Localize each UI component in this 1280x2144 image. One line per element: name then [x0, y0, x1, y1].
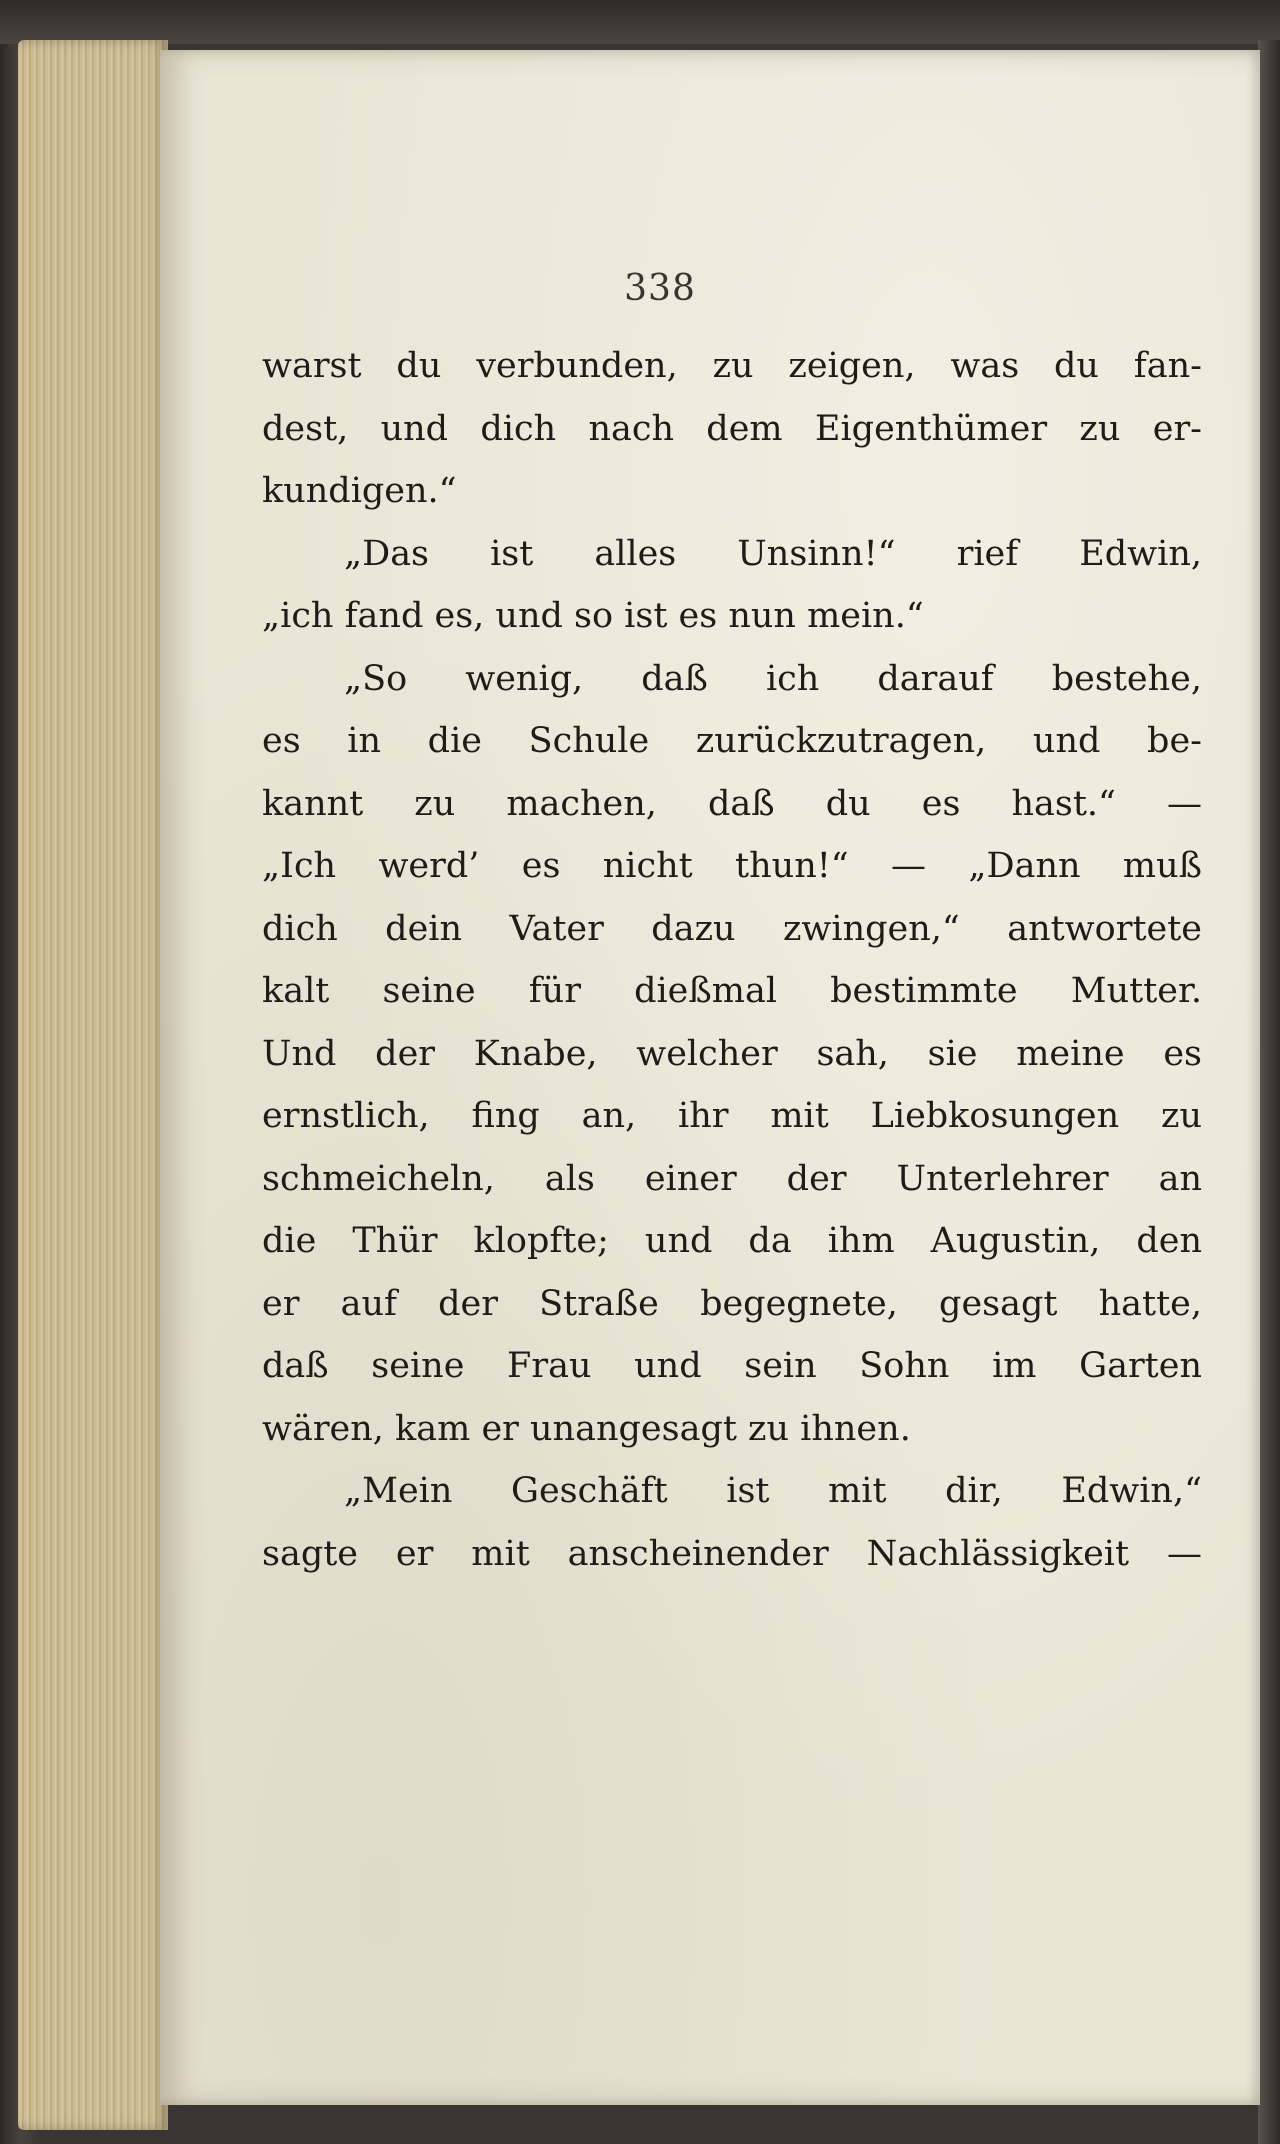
text-line: daß seine Frau und sein Sohn im Garten — [262, 1346, 1202, 1386]
text-line: „So wenig, daß ich darauf bestehe, — [344, 658, 1202, 699]
text-line: sagte er mit anscheinender Nachlässigkeit — — [262, 1533, 1202, 1574]
page-number: 338 — [624, 268, 696, 309]
text-line: „Mein Geschäft ist mit dir, Edwin,“ — [344, 1471, 1202, 1511]
page-edges — [18, 40, 168, 2130]
text-line: „ich fand es, und so ist es nun mein.“ — [262, 596, 924, 636]
text-line: schmeicheln, als einer der Unterlehrer an — [262, 1158, 1202, 1199]
text-line: warst du verbunden, zu zeigen, was du fan- — [262, 346, 1202, 386]
text-line: dich dein Vater dazu zwingen,“ antwortete — [262, 908, 1202, 949]
text-line: Und der Knabe, welcher sah, sie meine es — [262, 1033, 1202, 1074]
page-text-block — [262, 335, 1202, 1585]
text-line: dest, und dich nach dem Eigenthümer zu er- — [262, 408, 1202, 449]
text-line: die Thür klopfte; und da ihm Augustin, den — [262, 1221, 1202, 1261]
text-line: es in die Schule zurückzutragen, und be- — [262, 721, 1202, 761]
text-line: er auf der Straße begegnete, gesagt hatte, — [262, 1283, 1202, 1324]
text-line: kalt seine für dießmal bestimmte Mutter. — [262, 971, 1202, 1011]
text-line: „Ich werd’ es nicht thun!“ — „Dann muß — [262, 846, 1202, 886]
text-line: kundigen.“ — [262, 471, 457, 511]
text-line: wären, kam er unangesagt zu ihnen. — [262, 1408, 911, 1449]
text-line: kannt zu machen, daß du es hast.“ — — [262, 783, 1202, 824]
text-line: ernstlich, fing an, ihr mit Liebkosungen zu — [262, 1096, 1202, 1136]
book-cover-top — [0, 0, 1280, 44]
book-cover-right — [1258, 40, 1280, 2144]
text-line: „Das ist alles Unsinn!“ rief Edwin, — [344, 533, 1202, 574]
